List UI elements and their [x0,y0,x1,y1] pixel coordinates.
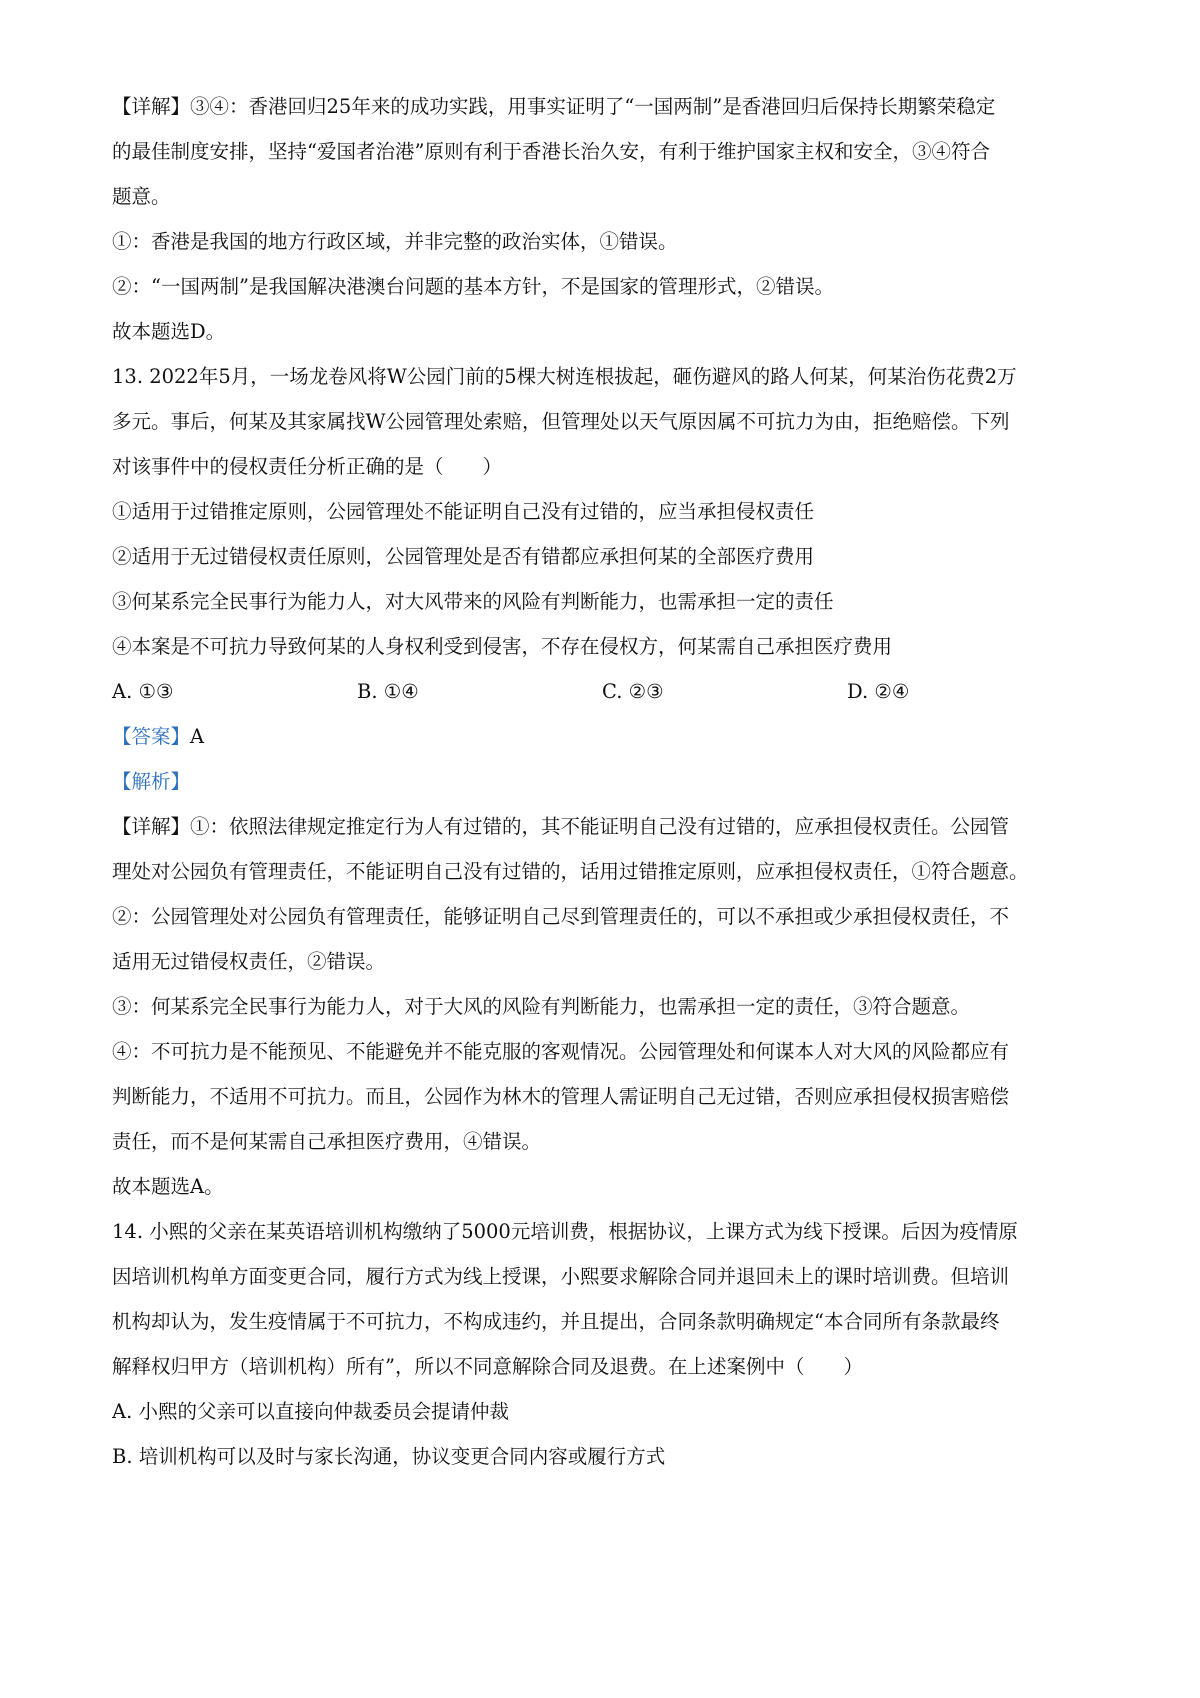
q13-statement-1: ①适用于过错推定原则，公园管理处不能证明自己没有过错的，应当承担侵权责任 [112,500,815,523]
q12-detail-line-4: ①：香港是我国的地方行政区域，并非完整的政治实体，①错误。 [112,230,678,253]
q13-option-d: D. ②④ [847,680,910,703]
q13-detail-line-4: 适用无过错侵权责任，②错误。 [112,950,386,973]
q13-detail-line-1: 【详解】①：依照法律规定推定行为人有过错的，其不能证明自己没有过错的，应承担侵权责任。公园管 [112,815,1010,838]
q13-detail-line-3: ②：公园管理处对公园负有管理责任，能够证明自己尽到管理责任的，可以不承担或少承担侵权责任，不 [112,905,1010,928]
detail-label: 【详解】 [112,95,191,118]
q13-detail-line-6: ④：不可抗力是不能预见、不能避免并不能克服的客观情况。公园管理处和何谋本人对大风的风险都应有 [112,1040,1010,1063]
answer-value: A [190,725,205,748]
answer-label: 【答案】 [112,725,191,748]
q13-stem-line-1: 13. 2022年5月，一场龙卷风将W公园门前的5棵大树连根拔起，砸伤避风的路人何某，何某治伤花费2万 [112,365,1017,388]
q13-statement-3: ③何某系完全民事行为能力人，对大风带来的风险有判断能力，也需承担一定的责任 [112,590,834,613]
q13-answer [112,722,1102,752]
q14-option-b: B. 培训机构可以及时与家长沟通，协议变更合同内容或履行方式 [112,1445,666,1468]
q12-detail-line-3: 题意。 [112,185,171,208]
q12-detail-line-1: 【详解】③④：香港回归25年来的成功实践，用事实证明了“一国两制”是香港回归后保持长期繁荣稳定 [112,95,996,118]
q13-analysis-label: 【解析】 [112,770,191,793]
q13-options [112,677,1102,707]
q13-stem-line-3: 对该事件中的侵权责任分析正确的是（ ） [112,455,503,478]
q13-stem-line-2: 多元。事后，何某及其家属找W公园管理处索赔，但管理处以天气原因属不可抗力为由，拒绝赔偿。下列 [112,410,1010,433]
q13-detail-line-2: 理处对公园负有管理责任，不能证明自己没有过错的，话用过错推定原则，应承担侵权责任，①符合题意。 [112,860,1029,883]
q13-statement-4: ④本案是不可抗力导致何某的人身权利受到侵害，不存在侵权方，何某需自己承担医疗费用 [112,635,893,658]
q14-stem-line-2: 因培训机构单方面变更合同，履行方式为线上授课，小熙要求解除合同并退回未上的课时培训费。但培训 [112,1265,1010,1288]
q12-detail-line-5: ②：“一国两制”是我国解决港澳台问题的基本方针，不是国家的管理形式，②错误。 [112,275,834,298]
detail-label: 【详解】 [112,815,191,838]
q14-stem-line-3: 机构却认为，发生疫情属于不可抗力，不构成违约，并且提出，合同条款明确规定“本合同所有条款最终 [112,1310,1000,1333]
q13-detail-line-8: 责任，而不是何某需自己承担医疗费用，④错误。 [112,1130,542,1153]
q14-option-a: A. 小熙的父亲可以直接向仲裁委员会提请仲裁 [112,1400,509,1423]
q12-conclusion: 故本题选D。 [112,320,226,343]
q13-detail-line-7: 判断能力，不适用不可抗力。而且，公园作为林木的管理人需证明自己无过错，否则应承担侵权损害赔偿 [112,1085,1010,1108]
q13-option-a: A. ①③ [112,680,174,703]
q14-stem-line-4: 解释权归甲方（培训机构）所有”，所以不同意解除合同及退费。在上述案例中（ ） [112,1355,863,1378]
q14-stem-line-1: 14. 小熙的父亲在某英语培训机构缴纳了5000元培训费，根据协议，上课方式为线下授课。后因为疫情原 [112,1220,1018,1243]
q13-detail-line-5: ③：何某系完全民事行为能力人，对于大风的风险有判断能力，也需承担一定的责任，③符合题意。 [112,995,971,1018]
q13-option-b: B. ①④ [357,680,419,703]
q13-option-c: C. ②③ [602,680,664,703]
q13-statement-2: ②适用于无过错侵权责任原则，公园管理处是否有错都应承担何某的全部医疗费用 [112,545,815,568]
q13-conclusion: 故本题选A。 [112,1175,224,1198]
q12-detail-line-2: 的最佳制度安排，坚持“爱国者治港”原则有利于香港长治久安，有利于维护国家主权和安全，③④符合 [112,140,990,163]
